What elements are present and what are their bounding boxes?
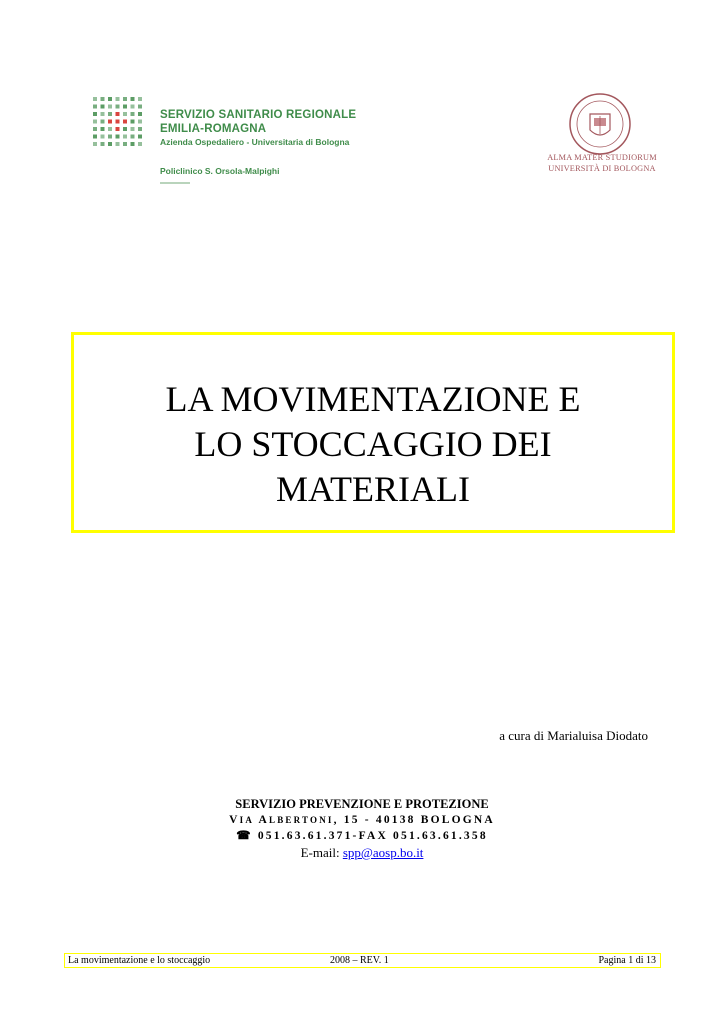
title-line-3: MATERIALI (276, 469, 470, 509)
page-footer (64, 953, 661, 968)
logo-dot (108, 142, 112, 146)
logo-dot (101, 127, 105, 131)
logo-dot (138, 127, 142, 131)
address-rest: , 15 - 40138 BOLOGNA (333, 814, 495, 826)
title-line-1: LA MOVIMENTAZIONE E (165, 379, 581, 419)
footer-doc-title: La movimentazione e lo stoccaggio (68, 955, 211, 966)
logo-dot (123, 142, 127, 146)
phone-icon: ☎ (236, 830, 253, 842)
logo-dot (108, 105, 112, 109)
logo-dot (138, 135, 142, 139)
logo-dot (138, 97, 142, 101)
logo-dot (101, 112, 105, 116)
address-ia: IA (239, 815, 255, 825)
ssr-azienda: Azienda Ospedaliero - Universitaria di Bologna (160, 137, 350, 147)
logo-dot (108, 120, 112, 124)
logo-dot (116, 112, 120, 116)
ssr-logo-text (160, 108, 356, 149)
ssr-title: SERVIZIO SANITARIO REGIONALE (160, 109, 357, 121)
service-name: SERVIZIO PREVENZIONE E PROTEZIONE (235, 797, 489, 811)
logo-dot (116, 127, 120, 131)
logo-dot (138, 142, 142, 146)
address-v: V (229, 814, 240, 826)
address (0, 812, 724, 828)
logo-dot (131, 112, 135, 116)
logo-dot (131, 135, 135, 139)
logo-dot (116, 120, 120, 124)
footer-page-number: Pagina 1 di 13 (598, 955, 656, 966)
logo-dot (108, 135, 112, 139)
logo-dot (123, 97, 127, 101)
university-line2: UNIVERSITÀ DI BOLOGNA (548, 164, 656, 173)
address-a: A (258, 814, 269, 826)
logo-dot (116, 142, 120, 146)
logo-dot (116, 105, 120, 109)
ssr-underbar (160, 182, 190, 184)
email-link[interactable]: spp@aosp.bo.it (342, 845, 424, 860)
logo-dot (101, 105, 105, 109)
footer-revision: 2008 – REV. 1 (330, 955, 389, 966)
phone-number: 051.63.61.371-FAX 051.63.61.358 (257, 830, 488, 842)
logo-dot (93, 142, 97, 146)
logo-dot (93, 97, 97, 101)
logo-dot (123, 105, 127, 109)
logo-dot (108, 127, 112, 131)
title-box (71, 332, 675, 533)
curator: a cura di Marialuisa Diodato (499, 728, 648, 743)
logo-dot (93, 105, 97, 109)
logo-dot (108, 97, 112, 101)
logo-dot (93, 112, 97, 116)
logo-dot (123, 112, 127, 116)
university-line1: ALMA MATER STUDIORUM (547, 153, 657, 162)
logo-dot (93, 127, 97, 131)
logo-dot (116, 135, 120, 139)
logo-dot (123, 127, 127, 131)
title-line-2: LO STOCCAGGIO DEI (194, 424, 552, 464)
logo-dot (108, 112, 112, 116)
logo-dot (101, 120, 105, 124)
ssr-dot-grid-logo-icon (90, 94, 146, 150)
address-lbertoni: LBERTONI (269, 815, 334, 825)
logo-dot (123, 120, 127, 124)
email-line (0, 844, 724, 861)
logo-dot (131, 127, 135, 131)
logo-dot (101, 97, 105, 101)
logo-dot (116, 97, 120, 101)
azienda-ospedaliera-logo (90, 92, 410, 192)
logo-dot (138, 120, 142, 124)
ssr-policlinico: Policlinico S. Orsola-Malpighi (160, 166, 280, 176)
logo-dot (138, 105, 142, 109)
document-title (74, 377, 672, 512)
logo-dot (131, 105, 135, 109)
logo-dot (101, 142, 105, 146)
phone-line (0, 828, 724, 844)
contact-block (0, 796, 724, 861)
logo-dot (93, 120, 97, 124)
logo-dot (138, 112, 142, 116)
logo-dot (131, 97, 135, 101)
university-seal-icon (568, 92, 632, 156)
university-logo (540, 92, 670, 187)
email-label: E-mail: (300, 845, 343, 860)
ssr-region: EMILIA-ROMAGNA (160, 123, 267, 135)
logo-dot (131, 142, 135, 146)
logo-dot (93, 135, 97, 139)
university-name (540, 152, 664, 174)
logo-dot (123, 135, 127, 139)
logo-dot (131, 120, 135, 124)
logo-dot (101, 135, 105, 139)
